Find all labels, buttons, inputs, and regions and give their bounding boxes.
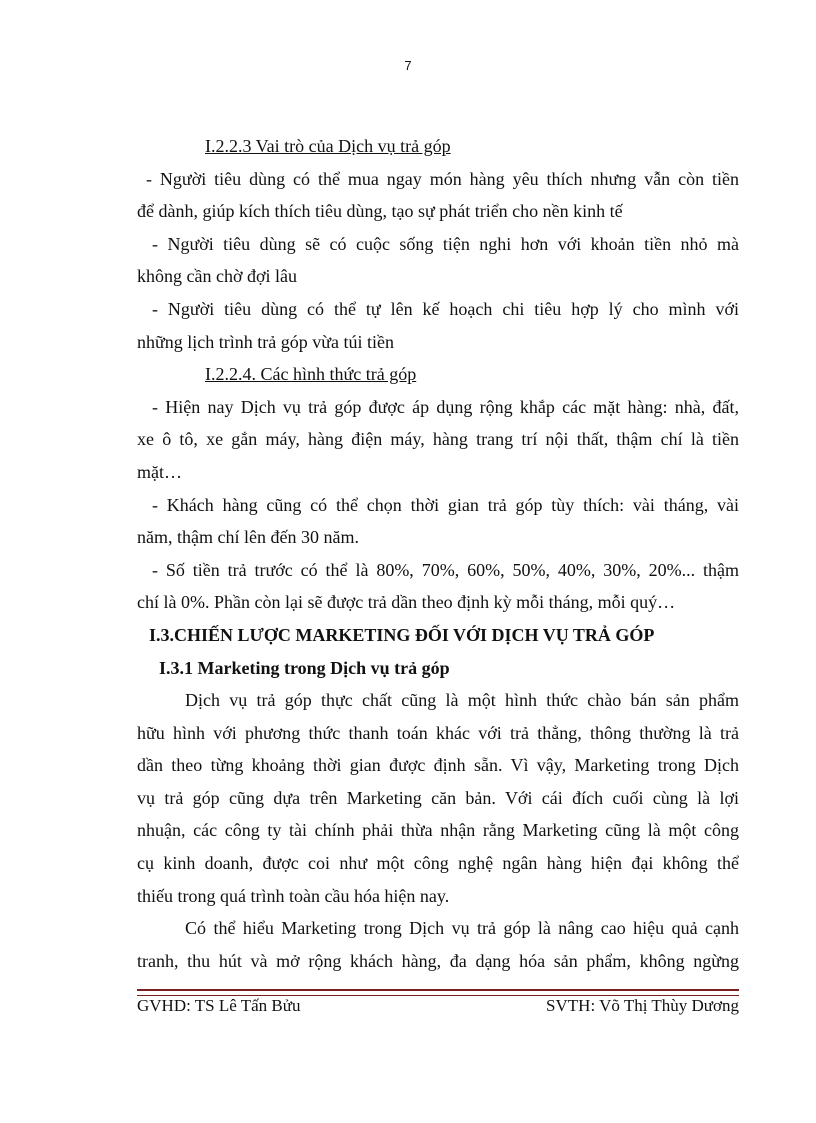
body-line: - Người tiêu dùng có thể tự lên kế hoạch chi tiêu hợp lý cho mình với	[152, 298, 739, 319]
footer-divider	[137, 989, 739, 996]
body-line: tranh, thu hút và mở rộng khách hàng, đa dạng hóa sản phẩm, không ngừng	[137, 950, 739, 971]
body-line: - Hiện nay Dịch vụ trả góp được áp dụng rộng khắp các mặt hàng: nhà, đất,	[152, 396, 739, 417]
body-line: cụ kinh doanh, được coi như một công nghệ ngân hàng hiện đại không thể	[137, 853, 739, 874]
section-heading-131: I.3.1 Marketing trong Dịch vụ trả góp	[159, 657, 450, 678]
body-line: Dịch vụ trả góp thực chất cũng là một hình thức chào bán sản phẩm	[185, 690, 739, 711]
body-line: để dành, giúp kích thích tiêu dùng, tạo sự phát triển cho nền kinh tế	[137, 201, 623, 222]
section-heading-1224: I.2.2.4. Các hình thức trả góp	[205, 364, 417, 385]
body-line: năm, thậm chí lên đến 30 năm.	[137, 527, 359, 548]
body-line: vụ trả góp cũng dựa trên Marketing căn bản. Với cái đích cuối cùng là lợi	[137, 787, 739, 808]
body-line: chí là 0%. Phần còn lại sẽ được trả dần theo định kỳ mỗi tháng, mỗi quý…	[137, 592, 676, 613]
body-line: - Người tiêu dùng có thể mua ngay món hàng yêu thích nhưng vẫn còn tiền	[146, 168, 739, 189]
page-number: 7	[404, 58, 412, 73]
section-heading-13: I.3.CHIẾN LƯỢC MARKETING ĐỐI VỚI DỊCH VỤ TRẢ GÓP	[149, 624, 655, 645]
document-body	[137, 130, 739, 977]
body-line: nhuận, các công ty tài chính phải thừa nhận rằng Marketing cũng là một công	[137, 820, 739, 841]
body-line: Có thể hiểu Marketing trong Dịch vụ trả góp là nâng cao hiệu quả cạnh	[185, 918, 739, 939]
body-line: hữu hình với phương thức thanh toán khác với trả thẳng, thông thường là trả	[137, 722, 739, 743]
body-line: - Khách hàng cũng có thể chọn thời gian trả góp tùy thích: vài tháng, vài	[152, 494, 739, 515]
body-line: thiếu trong quá trình toàn cầu hóa hiện nay.	[137, 885, 450, 906]
section-heading-1223: I.2.2.3 Vai trò của Dịch vụ trả góp	[205, 136, 451, 156]
body-line: xe ô tô, xe gắn máy, hàng điện máy, hàng trang trí nội thất, thậm chí là tiền	[137, 429, 739, 450]
body-line: mặt…	[137, 461, 182, 482]
body-line: những lịch trình trả góp vừa túi tiền	[137, 331, 394, 352]
page-footer	[137, 996, 739, 1016]
body-line: - Số tiền trả trước có thể là 80%, 70%, 60%, 50%, 40%, 30%, 20%... thậm	[152, 559, 739, 580]
footer-advisor: GVHD: TS Lê Tấn Bửu	[137, 996, 301, 1015]
body-line: dần theo từng khoảng thời gian được định sẵn. Vì vậy, Marketing trong Dịch	[137, 755, 739, 776]
body-line: - Người tiêu dùng sẽ có cuộc sống tiện nghi hơn với khoản tiền nhỏ mà	[152, 233, 739, 254]
footer-student: SVTH: Võ Thị Thùy Dương	[546, 996, 739, 1015]
body-line: không cần chờ đợi lâu	[137, 266, 297, 287]
